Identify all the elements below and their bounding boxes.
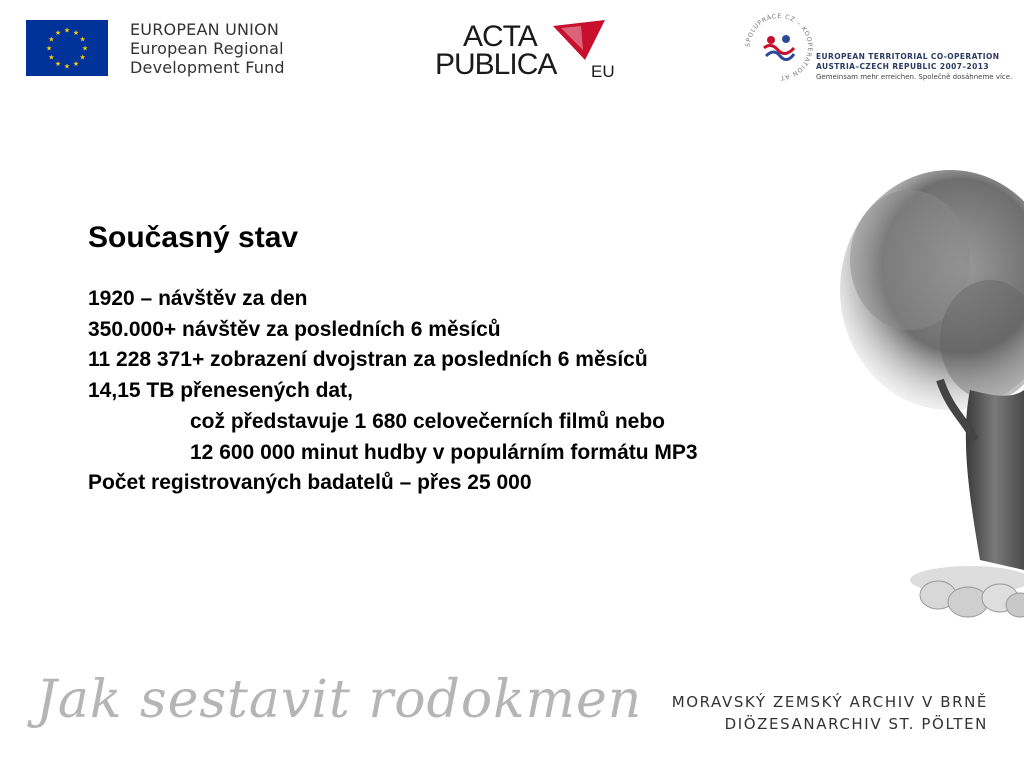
slide-content [88, 220, 828, 499]
svg-text:SPOLUPRÁCE CZ – KOOPERATION AT [745, 12, 813, 81]
eu-logo-line2: European Regional [130, 39, 284, 58]
stat-line-indented: 12 600 000 minut hudby v populárním formátu MP3 [190, 440, 698, 464]
acta-logo-line2: PUBLICA [435, 48, 557, 81]
cooperation-line3: Gemeinsam mehr erreichen. Společně dosáhneme více. [816, 73, 1013, 81]
cooperation-logo-text [816, 52, 1012, 82]
stat-line: 11 228 371+ zobrazení dvojstran za posledních 6 měsíců [88, 348, 648, 372]
eu-logo-line1: EUROPEAN UNION [130, 20, 280, 39]
acta-publica-logo [433, 20, 613, 82]
eu-star-icon: ★ [79, 36, 86, 44]
eu-star-icon: ★ [48, 36, 55, 44]
eu-star-icon: ★ [45, 45, 53, 53]
eu-star-icon: ★ [72, 29, 80, 37]
eu-logo [26, 20, 285, 77]
acta-logo-line1: ACTA [463, 20, 537, 53]
cooperation-line1: EUROPEAN TERRITORIAL CO-OPERATION [816, 52, 1000, 61]
stat-line: 1920 – návštěv za den [88, 287, 308, 310]
eu-star-icon: ★ [72, 61, 80, 69]
stat-line: Počet registrovaných badatelů – přes 25 000 [88, 471, 532, 495]
footer-script-title: Jak sestavit rodokmen [36, 670, 643, 730]
eu-star-icon: ★ [63, 63, 71, 71]
stat-line-indented: což představuje 1 680 celovečerních filmů nebo [190, 409, 666, 433]
eu-logo-text [130, 20, 285, 77]
eu-flag-icon [26, 20, 108, 76]
eu-star-icon: ★ [54, 29, 62, 37]
stat-line: 350.000+ návštěv za posledních 6 měsíců [88, 317, 501, 341]
footer-org-st-polten: DIÖZESANARCHIV ST. PÖLTEN [724, 715, 988, 733]
stat-line: 14,15 TB přenesených dat, [88, 379, 353, 403]
olive-tree-image [820, 140, 1024, 640]
cooperation-seal-text: SPOLUPRÁCE CZ – KOOPERATION AT [744, 12, 814, 82]
footer-org-brno: MORAVSKÝ ZEMSKÝ ARCHIV V BRNĚ [671, 693, 988, 711]
acta-red-triangle-icon [551, 20, 607, 64]
eu-star-icon: ★ [54, 61, 62, 69]
eu-logo-line3: Development Fund [130, 58, 285, 77]
acta-logo-suffix: EU [591, 62, 615, 81]
eu-star-icon: ★ [48, 54, 55, 62]
eu-star-icon: ★ [63, 27, 71, 35]
footer-organizations [672, 691, 988, 735]
eu-star-icon: ★ [81, 45, 89, 53]
eu-star-icon: ★ [79, 54, 86, 62]
cooperation-seal-icon [744, 12, 814, 82]
slide-title: Současný stav [88, 221, 299, 254]
cooperation-line2: AUSTRIA–CZECH REPUBLIC 2007–2013 [816, 62, 989, 71]
cooperation-logo [744, 12, 1013, 87]
